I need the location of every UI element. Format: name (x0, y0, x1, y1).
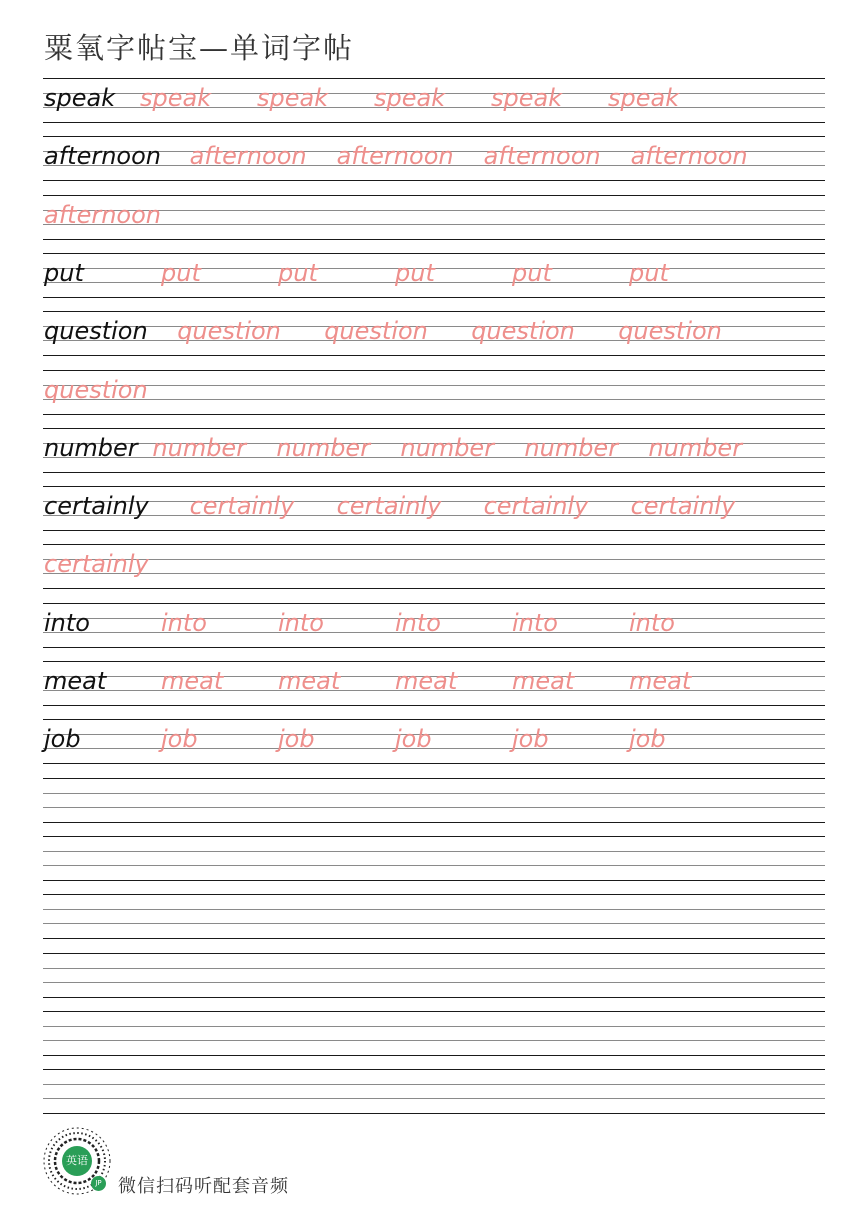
trace-word: into (395, 608, 441, 637)
ruled-line (43, 239, 825, 240)
ruled-line (43, 763, 825, 764)
trace-word: speak (608, 84, 680, 112)
trace-word: into (629, 608, 675, 637)
trace-word: number (648, 433, 743, 462)
footer (42, 1126, 342, 1198)
ruled-line (43, 1084, 825, 1085)
trace-word: speak (491, 84, 563, 112)
trace-word: afternoon (483, 142, 601, 171)
ruled-line (43, 822, 825, 823)
trace-word: into (512, 608, 558, 637)
ruled-line (43, 122, 825, 123)
ruled-line (43, 486, 825, 487)
footer-text: 微信扫码听配套音频 (118, 1176, 289, 1197)
ruled-line (43, 865, 825, 866)
ruled-line (43, 385, 825, 386)
trace-word: certainly (189, 492, 295, 521)
ruled-line (43, 1011, 825, 1012)
ruled-line (43, 719, 825, 720)
trace-word: certainly (44, 550, 149, 579)
ruled-line (43, 370, 825, 371)
ruled-line (43, 894, 825, 895)
trace-word: meat (512, 667, 575, 695)
trace-word: put (161, 258, 201, 287)
ruled-line (43, 559, 825, 560)
ruled-line (43, 1040, 825, 1041)
trace-word: question (471, 317, 575, 346)
trace-word: put (395, 258, 435, 287)
model-word: afternoon (44, 142, 161, 171)
trace-word: speak (257, 84, 329, 112)
ruled-line (43, 705, 825, 706)
ruled-line (43, 968, 825, 969)
trace-word: speak (140, 84, 212, 112)
trace-word: job (629, 725, 666, 754)
ruled-line (43, 1026, 825, 1027)
ruled-line (43, 982, 825, 983)
trace-word: meat (278, 667, 341, 695)
trace-word: certainly (483, 492, 589, 521)
model-word: put (44, 258, 84, 287)
model-word: question (44, 317, 148, 346)
trace-word: number (152, 433, 247, 462)
model-word: number (44, 433, 138, 462)
ruled-line (43, 807, 825, 808)
ruled-line (43, 836, 825, 837)
model-word: job (44, 725, 81, 754)
ruled-line (43, 938, 825, 939)
page-title: 粟氧字帖宝—单词字帖 (44, 31, 355, 65)
trace-word: afternoon (336, 142, 454, 171)
trace-word: number (524, 433, 619, 462)
trace-word: question (44, 375, 148, 404)
trace-word: job (278, 725, 315, 754)
qr-badge: 英语 (62, 1146, 92, 1176)
qr-dot-badge: JP (91, 1176, 106, 1191)
ruled-line (43, 851, 825, 852)
trace-word: meat (395, 667, 458, 695)
ruled-line (43, 472, 825, 473)
ruled-line (43, 530, 825, 531)
model-word: meat (44, 667, 107, 695)
ruled-line (43, 428, 825, 429)
trace-word: number (400, 433, 495, 462)
handwriting-sheet (43, 0, 825, 1227)
trace-word: question (618, 317, 722, 346)
model-word: into (44, 608, 90, 637)
trace-word: afternoon (189, 142, 307, 171)
trace-word: afternoon (630, 142, 748, 171)
ruled-line (43, 180, 825, 181)
ruled-line (43, 647, 825, 648)
ruled-line (43, 661, 825, 662)
ruled-line (43, 1098, 825, 1099)
trace-word: into (278, 608, 324, 637)
ruled-line (43, 573, 825, 574)
ruled-line (43, 923, 825, 924)
trace-word: number (276, 433, 371, 462)
trace-word: certainly (630, 492, 736, 521)
trace-word: meat (629, 667, 692, 695)
ruled-line (43, 1055, 825, 1056)
ruled-line (43, 297, 825, 298)
trace-word: put (278, 258, 318, 287)
ruled-line (43, 1069, 825, 1070)
ruled-line (43, 399, 825, 400)
ruled-line (43, 544, 825, 545)
ruled-line (43, 909, 825, 910)
ruled-line (43, 778, 825, 779)
ruled-line (43, 880, 825, 881)
trace-word: into (161, 608, 207, 637)
trace-word: job (395, 725, 432, 754)
ruled-line (43, 588, 825, 589)
ruled-line (43, 195, 825, 196)
ruled-line (43, 136, 825, 137)
trace-word: put (629, 258, 669, 287)
ruled-line (43, 414, 825, 415)
ruled-line (43, 603, 825, 604)
ruled-line (43, 953, 825, 954)
ruled-line (43, 78, 825, 79)
model-word: certainly (44, 492, 149, 521)
model-word: speak (44, 84, 116, 112)
ruled-line (43, 793, 825, 794)
ruled-line (43, 311, 825, 312)
trace-word: speak (374, 84, 446, 112)
trace-word: certainly (336, 492, 442, 521)
ruled-line (43, 355, 825, 356)
trace-word: job (512, 725, 549, 754)
trace-word: job (161, 725, 198, 754)
trace-word: question (177, 317, 281, 346)
trace-word: afternoon (44, 200, 161, 229)
ruled-line (43, 1113, 825, 1114)
ruled-line (43, 253, 825, 254)
ruled-line (43, 997, 825, 998)
trace-word: question (324, 317, 428, 346)
trace-word: put (512, 258, 552, 287)
trace-word: meat (161, 667, 224, 695)
